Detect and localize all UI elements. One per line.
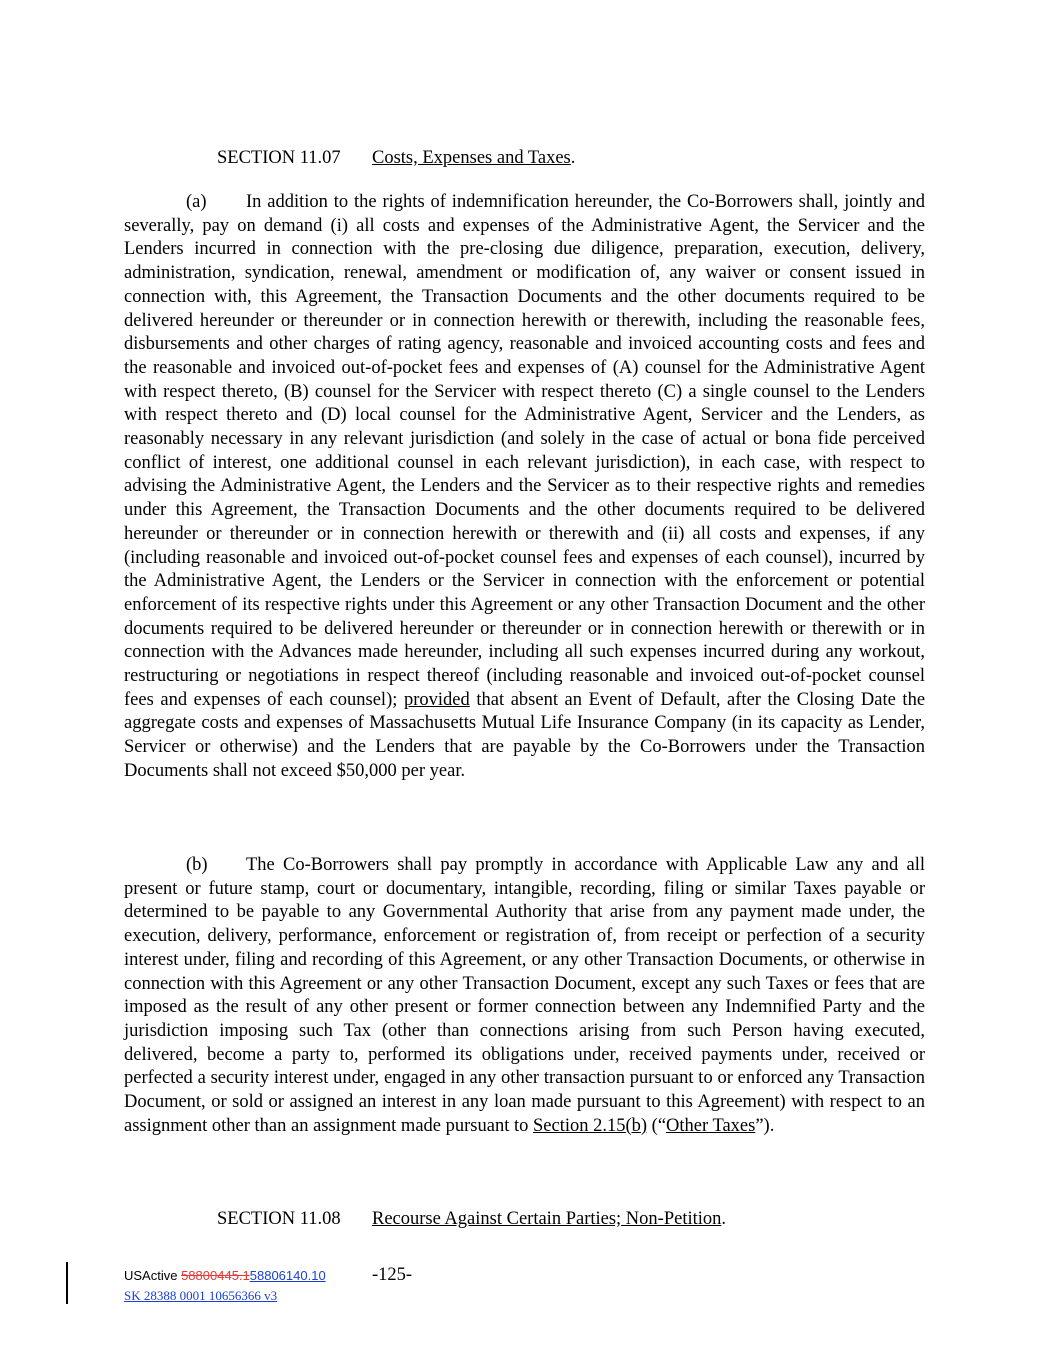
paragraph-a-text: In addition to the rights of indemnification hereunder, the Co-Borrowers shall, jointly and severally, pay on demand (i) all costs and expenses of the Administrative Agent, the Servicer and the Lenders incurred in connection with the pre-closing due diligence, preparation, execution, delivery, administration, syndication, renewal, amendment or modification of, any waiver or consent issued in connection with, this Agreement, the Transaction Documents and the other documents required to be delivered hereunder or thereunder or in connection herewith or therewith, including the reasonable fees, disbursements and other charges of rating agency, reasonable and invoiced accounting costs and fees and the reasonable and invoiced out-of-pocket fees and expenses of (A) counsel for the Administrative Agent with respect thereto, (B) counsel for the Servicer with respect thereto (C) a single counsel to the Lenders with respect thereto and (D) local counsel for the Administrative Agent, Servicer and the Lenders, as reasonably necessary in any relevant jurisdiction (and solely in the case of actual or bona fide perceived conflict of interest, one additional counsel in each relevant jurisdiction), in each case, with respect to advising the Administrative Agent, the Lenders and the Servicer as to their respective rights and remedies under this Agreement, the Transaction Documents and the other documents required to be delivered hereunder or thereunder or in connection herewith or therewith and (ii) all costs and expenses, if any (including reasonable and invoiced out-of-pocket counsel fees and expenses of each counsel), incurred by the Administrative Agent, the Lenders or the Servicer in connection with the enforcement or potential enforcement of its respective rights under this Agreement or any other Transaction Document and the other documents required to be delivered hereunder or thereunder or in connection herewith or therewith or in connection with the Advances made hereunder, including all such expenses incurred during any workout, restructuring or negotiations in respect thereof (including reasonable and invoiced out-of-pocket counsel fees and expenses of each counsel); [124,192,925,710]
section-title: Recourse Against Certain Parties; Non-Petition [372,1209,722,1229]
paragraph-b-text: The Co-Borrowers shall pay promptly in accordance with Applicable Law any and all present or future stamp, court or documentary, intangible, recording, filing or similar Taxes payable or determined to be payable to any Governmental Authority that arise from any payment made under, the execution, delivery, performance, enforcement or registration of, from receipt or perfection of a security interest under, filing and recording of this Agreement, or any other Transaction Documents, or otherwise in connection with this Agreement or any other Transaction Document, except any such Taxes or fees that are imposed as the result of any other present or former connection between any Indemnified Party and the jurisdiction imposing such Tax (other than connections arising from such Person having executed, delivered, become a party to, performed its obligations under, received payments under, received or perfected a security interest under, engaged in any other transaction pursuant to or enforced any Transaction Document, or sold or assigned an interest in any loan made pursuant to this Agreement) with respect to an assignment other than an assignment made pursuant to [124,855,925,1136]
page-number: -125- [372,1265,413,1285]
doc-prefix: USActive [124,1268,182,1283]
section-title: Costs, Expenses and Taxes [372,148,571,168]
paragraph-b-marker: (b) [186,855,208,875]
paragraph-a-marker: (a) [186,192,207,212]
sk-reference: SK 28388 0001 10656366 v3 [124,1288,278,1303]
document-id-footer [124,1268,326,1284]
paragraph-b [124,854,925,1138]
open-quote: (“ [651,1115,667,1136]
defined-term: Other Taxes [666,1115,756,1136]
section-11-08-heading [217,1207,726,1231]
section-reference-link: Section 2.15(b) [532,1115,648,1136]
heading-period: . [721,1209,727,1229]
section-11-07-heading [217,146,575,170]
close-quote: ”). [755,1115,775,1136]
heading-period: . [570,148,576,168]
inserted-doc-id: 58806140.10 [249,1268,326,1283]
paragraph-a [124,191,925,784]
change-bar [66,1262,68,1304]
provided-term: provided [403,689,470,710]
section-number: SECTION 11.07 [217,148,341,168]
section-number: SECTION 11.08 [217,1209,341,1229]
paragraph-a-text-continued: that absent an Event of Default, after the Closing Date the aggregate costs and expenses of Massachusetts Mutual Life Insurance Company (in its capacity as Lender, Servicer or otherwise) and the Lenders that are payable by the Co-Borrowers under the Transaction Documents shall not exceed $50,000 per year. [124,689,926,781]
deleted-doc-id: 58800445.1 [181,1268,250,1283]
